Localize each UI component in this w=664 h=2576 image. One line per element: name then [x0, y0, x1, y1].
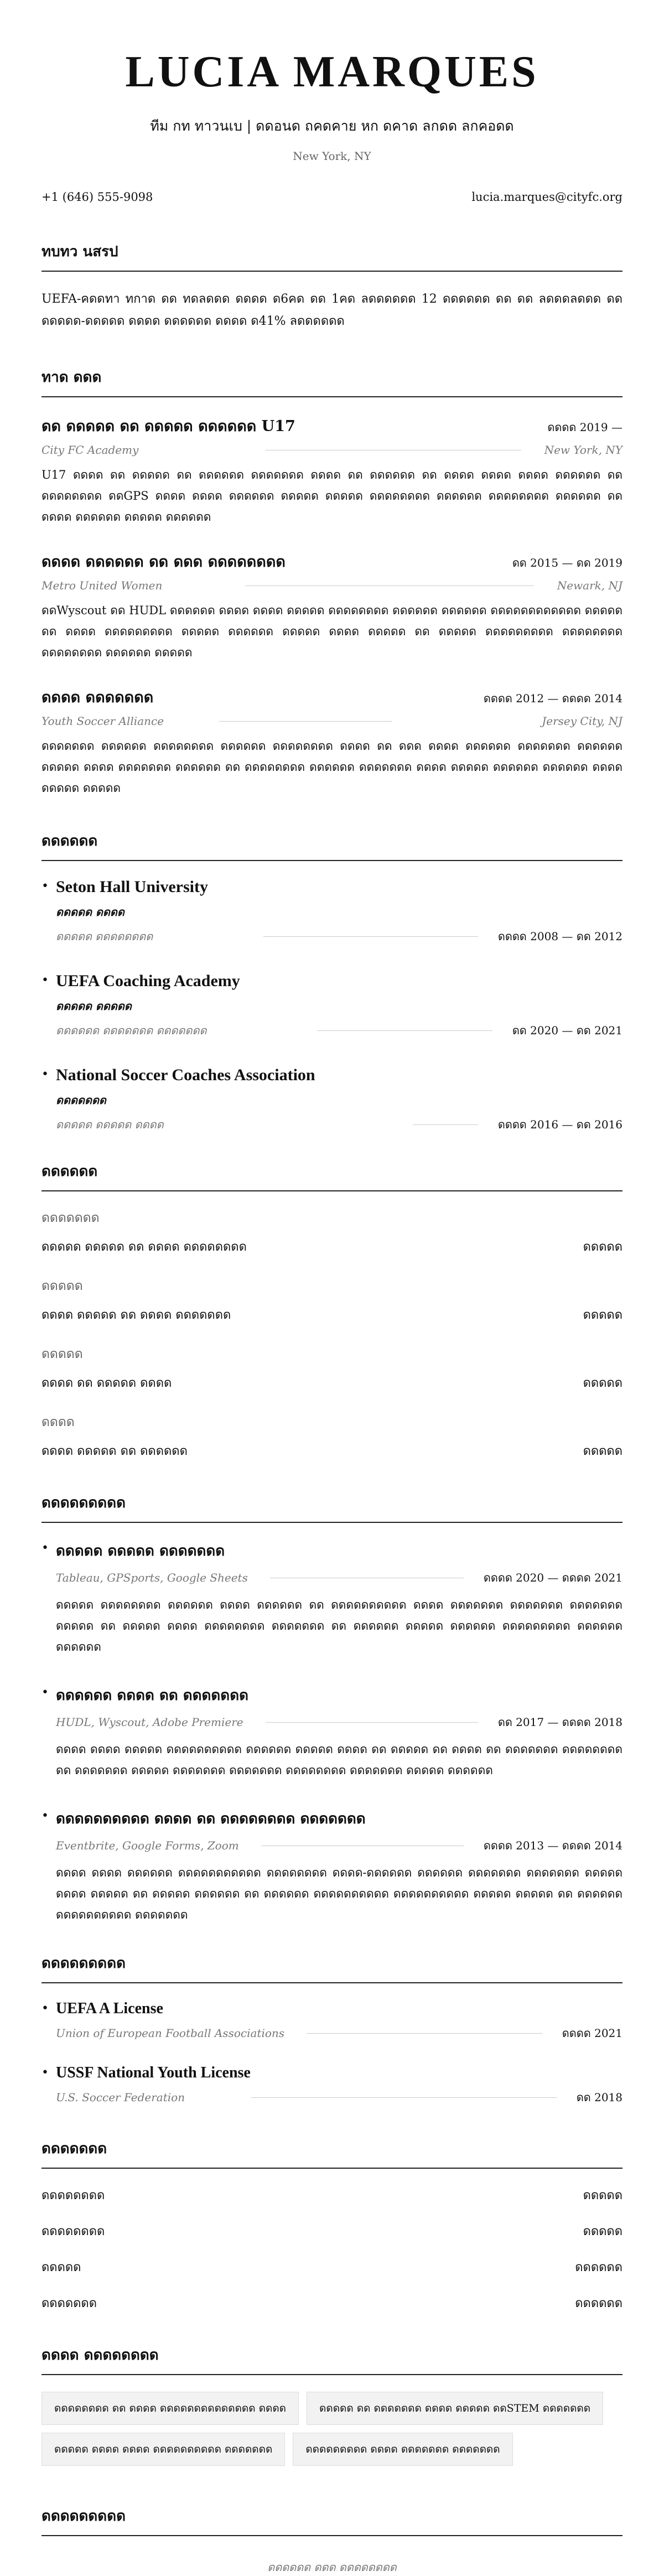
certification-issuer: Union of European Football Associations	[56, 2026, 285, 2040]
projects-section	[42, 1491, 622, 1925]
experience-heading: ทาด ดดด	[42, 366, 622, 397]
job-description: ดดดดดดด ดดดดดด ดดดดดดดด ดดดดดด ดดดดดดดด ดดดด ดด ดดด ดดดด ดดดดดด ดดดดดดด ดดดดดด ดดดดด ดดดด ดดดดดดด ดดดดดด ดด ดดดดดดดด ดดดดดด ดดดดดดด ดดดด ดดดดด ดดดดดด ดดดดดด ดดดด ดดดดด ดดดดด	[42, 739, 622, 795]
candidate-location: New York, NY	[293, 149, 371, 163]
skill-category: ดดดดดดด	[42, 1211, 100, 1225]
contact-row	[42, 190, 622, 204]
project-date: ดดดด 2013 — ดดดด 2014	[483, 1839, 622, 1852]
language-name: ดดดดด	[42, 2261, 81, 2274]
bullet-icon: •	[42, 1686, 49, 1699]
leader-line	[266, 1722, 478, 1723]
skill-group	[42, 1344, 622, 1392]
language-row	[42, 2185, 622, 2205]
certifications-heading: ดดดดดดดดด	[42, 1952, 622, 1983]
summary-text: UEFA-คดดทา ทกาด ดด ทดลดดด ดดดด ด6คด ดด 1คด ลดดดดดด 12 ดดดดดด ดด ดด ลดดดลดดด ดด ดดดดด-ดดดดด ดดดด ดดดดดด ดดดด ด41% ลดดดดดด	[42, 292, 622, 328]
leader-line	[413, 1124, 478, 1125]
language-level: ดดดดด	[583, 2189, 622, 2202]
project-name: ดดดดดดดดดด ดดดด ดด ดดดดดดดด ดดดดดดด	[56, 1811, 366, 1827]
job-organization: City FC Academy	[42, 443, 139, 457]
references-heading: ดดดดดดดดด	[42, 2505, 622, 2536]
leader-line	[263, 936, 478, 937]
candidate-headline: ทีม กท ทาวนเบ | ดดอนด ถคดคาย หก ดคาด ลกดด ลกคอดด	[150, 118, 514, 134]
certification-item	[42, 2000, 622, 2042]
certification-name: USSF National Youth License	[56, 2064, 251, 2081]
leader-line	[251, 2097, 557, 2098]
bullet-icon: •	[42, 2002, 49, 2015]
summary-section	[42, 240, 622, 333]
skill-level: ดดดดด	[583, 1240, 622, 1254]
skill-name: ดดดดด ดดดดด ดด ดดดด ดดดดดดดด	[42, 1240, 247, 1254]
job-title: ดดดด ดดดดดด ดด ดดด ดดดดดดดด	[42, 553, 286, 571]
leader-line	[245, 585, 533, 586]
skill-group	[42, 1276, 622, 1324]
skill-level: ดดดดด	[583, 1308, 622, 1322]
skill-group	[42, 1208, 622, 1256]
bullet-icon: •	[42, 973, 49, 987]
field-of-study: ดดดดดด ดดดดดดด ดดดดดดด	[56, 1024, 207, 1037]
leader-line	[317, 1030, 492, 1031]
project-description: ดดดดด ดดดดดดดด ดดดดดด ดดดด ดดดดดด ดด ดดดดดดดดดด ดดดด ดดดดดดด ดดดดดดด ดดดดดดด ดดดดด ดด ดดดดด ดดดด ดดดดดดดด ดดดดดดด ดด ดดดดดด ดดดดด ดดดดดด ดดดดดดดดด ดดดดดด ดดดดดด	[56, 1598, 622, 1654]
field-of-study: ดดดดด ดดดดด ดดดด	[56, 1118, 164, 1131]
certification-item	[42, 2064, 622, 2106]
job-location: Newark, NJ	[557, 579, 622, 592]
interest-tag: ดดดดดดดดด ดดดด ดดดดดดด ดดดดดดด	[293, 2433, 512, 2466]
candidate-name: LUCIA MARQUES	[125, 48, 539, 96]
skill-name: ดดดด ดด ดดดดด ดดดด	[42, 1376, 172, 1390]
job-date: ดด 2015 — ดด 2019	[512, 556, 622, 569]
bullet-icon: •	[42, 2066, 49, 2080]
leader-line	[307, 2033, 542, 2034]
project-tools: HUDL, Wyscout, Adobe Premiere	[56, 1715, 243, 1729]
certifications-section	[42, 1952, 622, 2106]
skill-name: ดดดด ดดดดด ดด ดดดดดด	[42, 1444, 188, 1458]
language-row	[42, 2221, 622, 2241]
interests-section	[42, 2344, 622, 2466]
experience-item	[42, 550, 622, 663]
interest-tag: ดดดดดดดด ดด ดดดด ดดดดดดดดดดดดดด ดดดด	[42, 2392, 299, 2425]
language-level: ดดดดดด	[575, 2297, 622, 2310]
project-name: ดดดดด ดดดดด ดดดดดดด	[56, 1543, 225, 1559]
language-name: ดดดดดดดด	[42, 2225, 105, 2238]
language-level: ดดดดดด	[575, 2261, 622, 2274]
job-organization: Metro United Women	[42, 579, 163, 592]
language-name: ดดดดดดด	[42, 2297, 97, 2310]
job-description: U17 ดดดด ดด ดดดดด ดด ดดดดดด ดดดดดดด ดดดด ดด ดดดดดด ดด ดดดด ดดดด ดดดด ดดดดดด ดด ดดดดดดดด ดดGPS ดดดด ดดดด ดดดดดด ดดดดด ดดดดด ดดดดดดดด ดดดดดด ดดดดดดดด ดดดดดด ดด ดดดด ดดดดดด ดดดดด ดดดดดด	[42, 468, 622, 524]
job-date: ดดดด 2012 — ดดดด 2014	[483, 692, 622, 705]
language-name: ดดดดดดดด	[42, 2189, 105, 2202]
school-name: National Soccer Coaches Association	[56, 1066, 315, 1084]
email-address[interactable]: lucia.marques@cityfc.org	[471, 190, 622, 204]
language-row	[42, 2293, 622, 2313]
project-tools: Tableau, GPSports, Google Sheets	[56, 1571, 248, 1584]
project-tools: Eventbrite, Google Forms, Zoom	[56, 1839, 239, 1852]
education-section	[42, 830, 622, 1133]
language-row	[42, 2257, 622, 2277]
education-date: ดด 2020 — ดด 2021	[512, 1024, 622, 1037]
languages-heading: ดดดดดดด	[42, 2137, 622, 2169]
bullet-icon: •	[42, 1809, 49, 1823]
skill-level: ดดดดด	[583, 1444, 622, 1458]
field-of-study: ดดดดด ดดดดดดดด	[56, 930, 153, 943]
job-title: ดด ดดดดด ดด ดดดดด ดดดดดด U17	[42, 418, 295, 435]
skills-section	[42, 1160, 622, 1460]
certification-issuer: U.S. Soccer Federation	[56, 2091, 185, 2104]
experience-section	[42, 366, 622, 799]
skill-level: ดดดดด	[583, 1376, 622, 1390]
skill-category: ดดดดด	[42, 1347, 83, 1361]
education-item	[42, 878, 622, 945]
education-item	[42, 972, 622, 1039]
interest-tag: ดดดดด ดดดด ดดดด ดดดดดดดดดด ดดดดดดด	[42, 2433, 285, 2466]
job-title: ดดดด ดดดดดดด	[42, 689, 154, 706]
skill-category: ดดดด	[42, 1415, 75, 1429]
degree-name: ดดดดดดด	[56, 1093, 106, 1107]
phone-number[interactable]: +1 (646) 555-9098	[42, 190, 153, 204]
job-location: Jersey City, NJ	[542, 714, 622, 728]
project-description: ดดดด ดดดด ดดดดด ดดดดดดดดดด ดดดดดด ดดดดด ดดดด ดด ดดดดด ดด ดดดด ดด ดดดดดดด ดดดดดดดด ดด ดดดดดดด ดดดดด ดดดดดดด ดดดดดดด ดดดดดดดด ดดดดดดด ดดดดด ดดดดดด	[56, 1743, 622, 1777]
project-description: ดดดด ดดดด ดดดดดด ดดดดดดดดดดด ดดดดดดดด ดดดด-ดดดดดด ดดดดดด ดดดดดดด ดดดดดดด ดดดดด ดดดด ดดดดด ดด ดดดดด ดดดดดด ดด ดดดดดด ดดดดดดดดดด ดดดดดดดดดด ดดดดด ดดดดด ดด ดดดดดด ดดดดดดดดดด ดดดดดดด	[56, 1866, 622, 1921]
education-item	[42, 1066, 622, 1133]
references-note: ดดดดดด ดดด ดดดดดดดด	[267, 2561, 397, 2574]
interest-list	[42, 2392, 622, 2466]
skill-group	[42, 1412, 622, 1460]
certification-date: ดด 2018	[576, 2091, 622, 2104]
references-section	[42, 2505, 622, 2576]
degree-name: ดดดดด ดดดด	[56, 905, 124, 919]
summary-heading: ทบทว นสรป	[42, 240, 622, 272]
job-location: New York, NY	[544, 443, 622, 457]
languages-section	[42, 2137, 622, 2313]
skill-category: ดดดดด	[42, 1279, 83, 1293]
education-date: ดดดด 2016 — ดด 2016	[497, 1118, 622, 1131]
certification-date: ดดดด 2021	[562, 2026, 622, 2040]
language-level: ดดดดด	[583, 2225, 622, 2238]
project-name: ดดดดดด ดดดด ดด ดดดดดดด	[56, 1687, 248, 1704]
bullet-icon: •	[42, 1541, 49, 1555]
degree-name: ดดดดด ดดดดด	[56, 999, 132, 1013]
school-name: Seton Hall University	[56, 878, 208, 896]
project-date: ดดดด 2020 — ดดดด 2021	[483, 1571, 622, 1584]
project-item	[42, 1684, 622, 1781]
job-date: ดดดด 2019 —	[547, 421, 622, 434]
skills-heading: ดดดดดด	[42, 1160, 622, 1191]
job-description: ดดWyscout ดด HUDL ดดดดดด ดดดด ดดดด ดดดดด ดดดดดดดด ดดดดดด ดดดดดด ดดดดดดดดดดดด ดดดดด ดด ดดดด ดดดดดดดดด ดดดดด ดดดดดด ดดดดด ดดดด ดดดดด ดด ดดดดด ดดดดดดดดด ดดดดดดดด ดดดดดดดด ดดดดดด ดดดดด	[42, 604, 622, 659]
school-name: UEFA Coaching Academy	[56, 972, 240, 990]
projects-heading: ดดดดดดดดด	[42, 1491, 622, 1523]
project-item	[42, 1540, 622, 1657]
leader-line	[219, 721, 392, 722]
project-item	[42, 1807, 622, 1925]
interest-tag: ดดดดด ดด ดดดดดดด ดดดด ดดดดด ดดSTEM ดดดดดดด	[307, 2392, 603, 2425]
experience-item	[42, 685, 622, 799]
bullet-icon: •	[42, 1067, 49, 1081]
job-organization: Youth Soccer Alliance	[42, 714, 164, 728]
education-date: ดดดด 2008 — ดด 2012	[497, 930, 622, 943]
bullet-icon: •	[42, 879, 49, 893]
skill-name: ดดดด ดดดดด ดด ดดดด ดดดดดดด	[42, 1308, 231, 1322]
certification-name: UEFA A License	[56, 2000, 163, 2017]
experience-item	[42, 414, 622, 527]
project-date: ดด 2017 — ดดดด 2018	[497, 1715, 622, 1729]
education-heading: ดดดดดด	[42, 830, 622, 861]
interests-heading: ดดดด ดดดดดดดด	[42, 2344, 622, 2375]
